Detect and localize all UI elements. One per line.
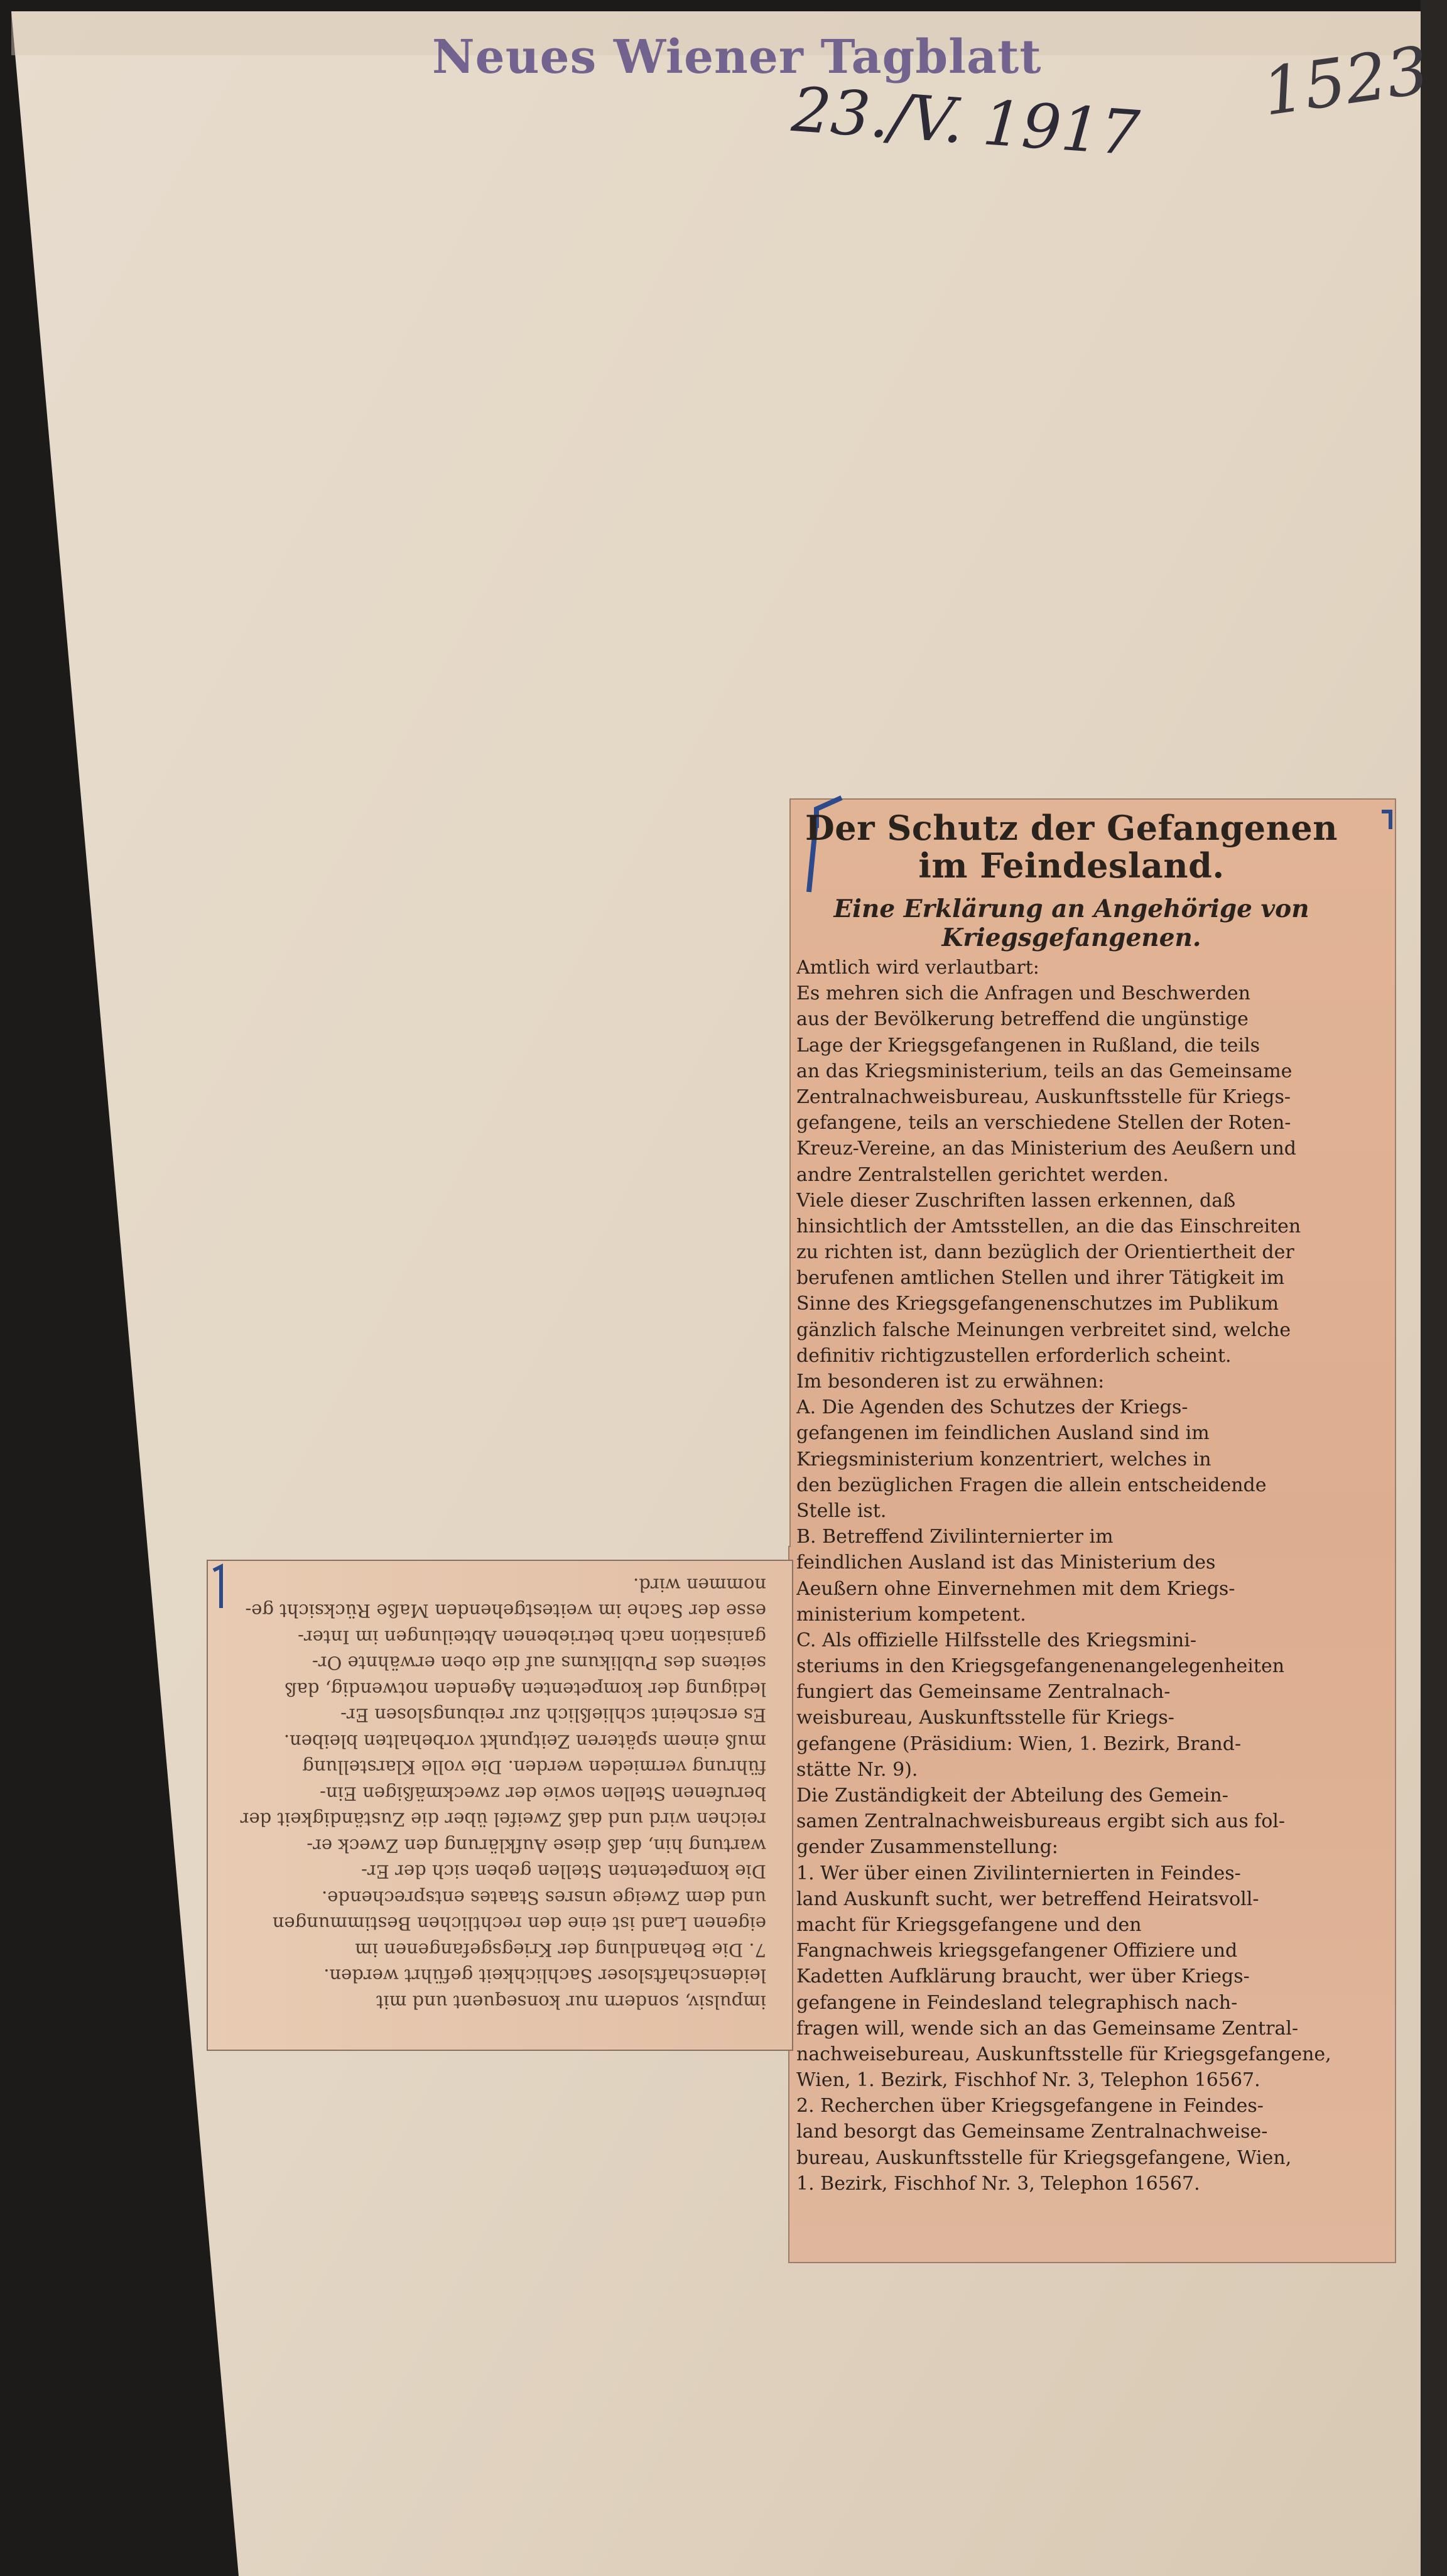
continuation-clipping xyxy=(207,1563,779,2050)
text-line: Es mehren sich die Anfragen und Beschwerden xyxy=(796,982,1250,1005)
text-line: 7. Die Behandlung der Kriegsgefangenen im xyxy=(355,1939,766,1961)
text-line: weisbureau, Auskunftsstelle für Kriegs- xyxy=(796,1707,1174,1729)
text-line: samen Zentralnachweisbureaus ergibt sich aus fol- xyxy=(796,1810,1286,1833)
text-line: B. Betreffend Zivilinternierter im xyxy=(796,1526,1114,1548)
text-line: seitens des Publikums auf die oben erwähnte Or- xyxy=(312,1653,766,1674)
text-line: 2. Recherchen über Kriegsgefangene in Feindes- xyxy=(796,2095,1264,2117)
text-line: bureau, Auskunftsstelle für Kriegsgefangene, Wien, xyxy=(796,2146,1292,2169)
binder-edge xyxy=(1421,0,1447,2576)
text-line: wartung hin, daß diese Aufklärung den Zweck er- xyxy=(306,1835,766,1857)
handwritten-archive-number: 1523 xyxy=(1257,31,1433,131)
article-clipping xyxy=(796,809,1347,2197)
text-line: ministerium kompetent. xyxy=(796,1603,1026,1626)
left-edge xyxy=(0,0,11,2576)
text-line: Kreuz-Vereine, an das Ministerium des Aeußern und xyxy=(796,1138,1296,1160)
text-line: Kriegsministerium konzentriert, welches in xyxy=(796,1448,1211,1470)
text-line: Lage der Kriegsgefangenen in Rußland, die teils xyxy=(796,1034,1260,1057)
text-line: Sinne des Kriegsgefangenenschutzes im Publikum xyxy=(796,1293,1279,1315)
article-body xyxy=(796,955,1347,2197)
text-line: den bezüglichen Fragen die allein entscheidende xyxy=(796,1474,1267,1496)
text-line: 1. Wer über einen Zivilinternierten in Feindes- xyxy=(796,1862,1241,1884)
text-line: land besorgt das Gemeinsame Zentralnachweise- xyxy=(796,2121,1268,2143)
text-line: ledigung der kompetenten Agenden notwendig, daß xyxy=(285,1678,766,1700)
text-line: Amtlich wird verlautbart: xyxy=(796,957,1039,979)
text-line: fragen will, wende sich an das Gemeinsame Zentral- xyxy=(796,2017,1299,2040)
text-line: reichen wird und daß Zweifel über die Zuständigkeit der xyxy=(240,1809,766,1830)
text-line: esse der Sache im weitestgehenden Maße Rücksicht ge- xyxy=(245,1600,766,1622)
text-line: Im besonderen ist zu erwähnen: xyxy=(796,1371,1105,1393)
text-line: gefangene, teils an verschiedene Stellen der Roten- xyxy=(796,1112,1291,1134)
text-line: muß einem späteren Zeitpunkt vorbehalten bleiben. xyxy=(283,1731,766,1753)
text-line: Die kompetenten Stellen geben sich der Er- xyxy=(361,1861,766,1883)
text-line: Zentralnachweisbureau, Auskunftsstelle für Kriegs- xyxy=(796,1085,1291,1108)
text-line: gefangenen im feindlichen Ausland sind im xyxy=(796,1422,1210,1445)
text-line: andre Zentralstellen gerichtet werden. xyxy=(796,1163,1169,1186)
article-headline: Der Schutz der Gefangenen im Feindesland. xyxy=(805,808,1338,886)
text-line: führung vermieden werden. Die volle Klarstellung xyxy=(302,1757,766,1778)
text-line: Stelle ist. xyxy=(796,1499,887,1522)
text-line: ganisation nach betriebenen Abteilungen im Inter- xyxy=(298,1626,766,1648)
text-line: C. Als offizielle Hilfsstelle des Kriegsmini- xyxy=(796,1629,1196,1651)
text-line: und dem Zweige unsres Staates entsprechende. xyxy=(322,1887,766,1909)
text-line: stätte Nr. 9). xyxy=(796,1758,918,1781)
article-subheadline: Eine Erklärung an Angehörige von Kriegsgefangenen. xyxy=(833,894,1309,952)
text-line: definitiv richtigzustellen erforderlich scheint. xyxy=(796,1344,1232,1367)
text-line: aus der Bevölkerung betreffend die ungünstige xyxy=(796,1008,1249,1031)
text-line: nommen wird. xyxy=(633,1574,766,1596)
text-line: impulsiv, sondern nur konsequent und mit xyxy=(376,1991,766,2013)
text-line: land Auskunft sucht, wer betreffend Heiratsvoll- xyxy=(796,1888,1259,1910)
text-line: Viele dieser Zuschriften lassen erkennen, daß xyxy=(796,1189,1236,1212)
text-line: A. Die Agenden des Schutzes der Kriegs- xyxy=(796,1396,1188,1419)
text-line: berufenen Stellen sowie der zweckmäßigen Ein- xyxy=(320,1783,766,1805)
text-line: Wien, 1. Bezirk, Fischhof Nr. 3, Telephon 16567. xyxy=(796,2069,1260,2092)
handwritten-date: 23./V. 1917 xyxy=(789,74,1142,170)
text-line: zu richten ist, dann bezüglich der Orientiertheit der xyxy=(796,1241,1294,1264)
newspaper-stamp: Neues Wiener Tagblatt xyxy=(432,30,1042,84)
continuation-body xyxy=(214,1572,766,2015)
text-line: fungiert das Gemeinsame Zentralnach- xyxy=(796,1681,1171,1704)
text-line: steriums in den Kriegsgefangenenangelegenheiten xyxy=(796,1655,1285,1678)
text-line: leidenschaftsloser Sachlichkeit geführt werden. xyxy=(323,1965,766,1987)
text-line: eigenen Land ist eine den rechtlichen Bestimmungen xyxy=(272,1913,766,1935)
text-line: macht für Kriegsgefangene und den xyxy=(796,1913,1142,1936)
text-line: feindlichen Ausland ist das Ministerium des xyxy=(796,1552,1216,1574)
text-line: hinsichtlich der Amtsstellen, an die das Einschreiten xyxy=(796,1215,1301,1237)
text-line: Es erscheint schließlich zur reibungslosen Er- xyxy=(340,1705,766,1726)
text-line: Aeußern ohne Einvernehmen mit dem Kriegs- xyxy=(796,1577,1235,1600)
text-line: Fangnachweis kriegsgefangener Offiziere und xyxy=(796,1940,1238,1962)
text-line: gender Zusammenstellung: xyxy=(796,1836,1058,1859)
text-line: berufenen amtlichen Stellen und ihrer Tätigkeit im xyxy=(796,1267,1285,1290)
text-line: gefangene (Präsidium: Wien, 1. Bezirk, Brand- xyxy=(796,1732,1242,1755)
text-line: 1. Bezirk, Fischhof Nr. 3, Telephon 16567. xyxy=(796,2172,1200,2195)
text-line: Kadetten Aufklärung braucht, wer über Kriegs- xyxy=(796,1965,1250,1988)
text-line: gefangene in Feindesland telegraphisch nach- xyxy=(796,1991,1238,2014)
text-line: Die Zuständigkeit der Abteilung des Gemein- xyxy=(796,1785,1228,1807)
text-line: nachweisebureau, Auskunftsstelle für Kriegsgefangene, xyxy=(796,2043,1331,2065)
text-line: gänzlich falsche Meinungen verbreitet sind, welche xyxy=(796,1318,1291,1341)
text-line: an das Kriegsministerium, teils an das Gemeinsame xyxy=(796,1060,1293,1082)
